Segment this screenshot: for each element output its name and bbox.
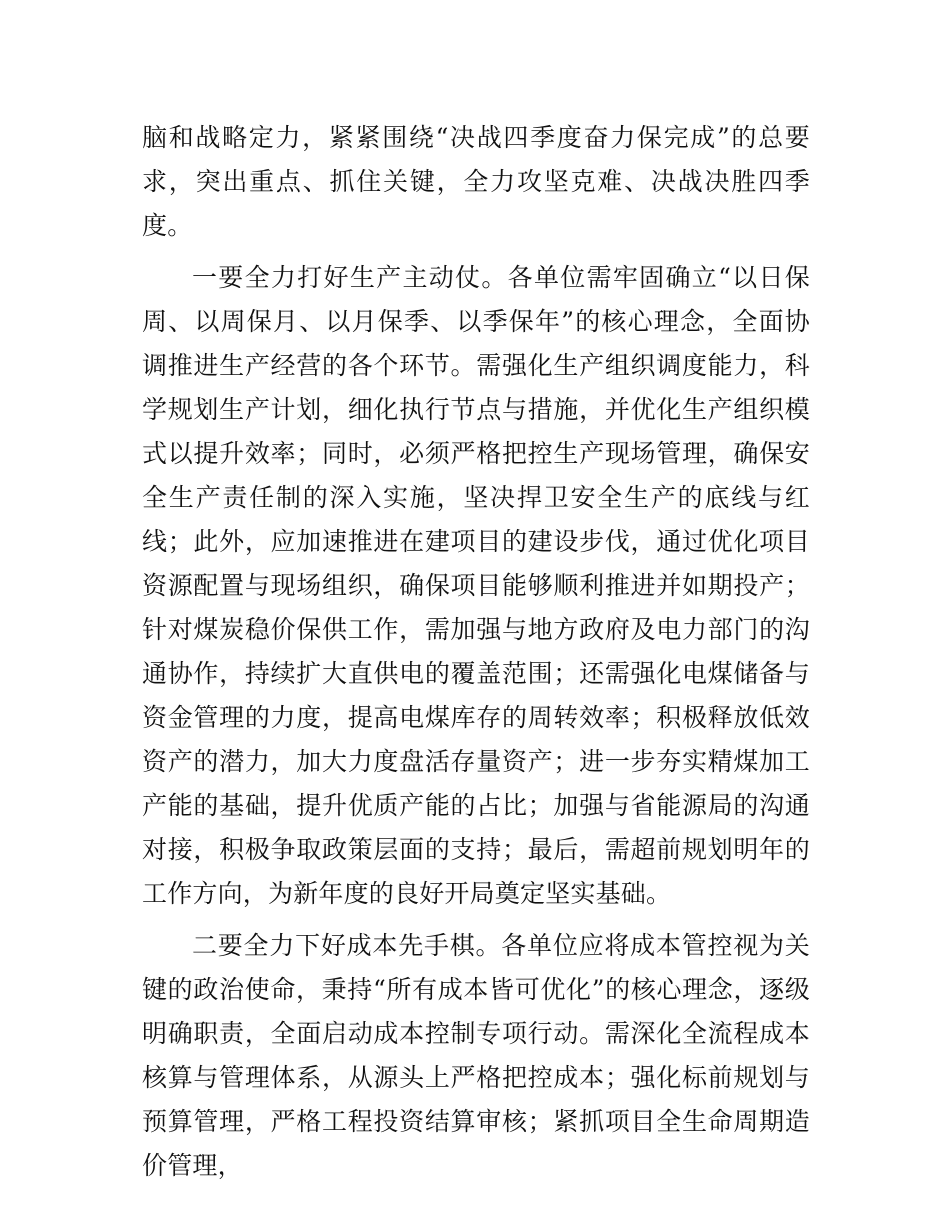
document-body bbox=[142, 116, 810, 1188]
paragraph-cost-control: 二要全力下好成本先手棋。各单位应将成本管控视为关键的政治使命，秉持“所有成本皆可优化”的核心理念，逐级明确职责，全面启动成本控制专项行动。需深化全流程成本核算与管理体系，从源头上严格把控成本；强化标前规划与预算管理，严格工程投资结算审核；紧抓项目全生命周期造价管理， bbox=[142, 931, 810, 1180]
paragraph-production: 一要全力打好生产主动仗。各单位需牢固确立“以日保周、以周保月、以月保季、以季保年”的核心理念，全面协调推进生产经营的各个环节。需强化生产组织调度能力，科学规划生产计划，细化执行节点与措施，并优化生产组织模式以提升效率；同时，必须严格把控生产现场管理，确保安全生产责任制的深入实施，坚决捍卫安全生产的底线与红线；此外，应加速推进在建项目的建设步伐，通过优化项目资源配置与现场组织，确保项目能够顺利推进并如期投产；针对煤炭稳价保供工作，需加强与地方政府及电力部门的沟通协作，持续扩大直供电的覆盖范围；还需强化电煤储备与资金管理的力度，提高电煤库存的周转效率；积极释放低效资产的潜力，加大力度盘活存量资产；进一步夯实精煤加工产能的基础，提升优质产能的占比；加强与省能源局的沟通对接，积极争取政策层面的支持；最后，需超前规划明年的工作方向，为新年度的良好开局奠定坚实基础。 bbox=[142, 263, 810, 908]
paragraph-continuation: 脑和战略定力，紧紧围绕“决战四季度奋力保完成”的总要求，突出重点、抓住关键，全力攻坚克难、决战决胜四季度。 bbox=[142, 123, 810, 240]
